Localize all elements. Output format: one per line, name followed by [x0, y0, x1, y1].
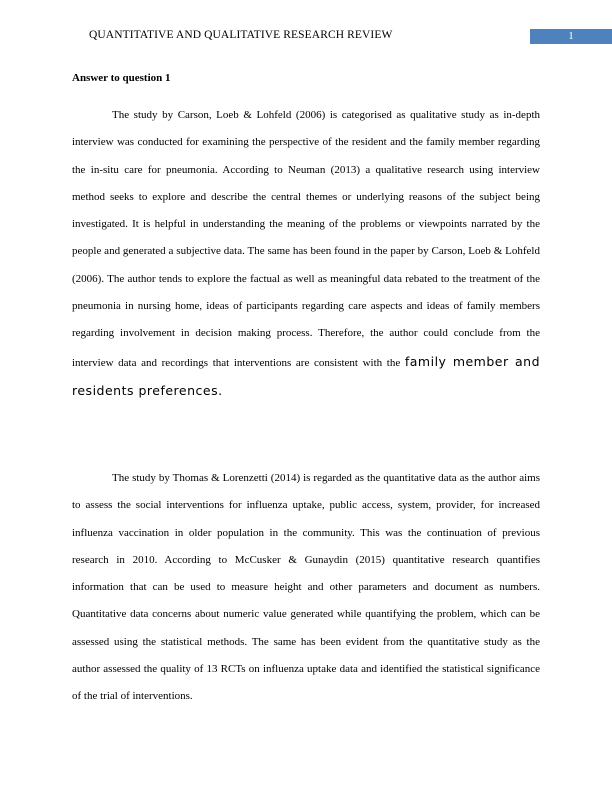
paragraph-1-tail: family member and residents preferences.: [72, 353, 540, 398]
running-header-title: QUANTITATIVE AND QUALITATIVE RESEARCH REVIEW: [89, 29, 393, 41]
paragraph-2: [72, 465, 540, 711]
page-number: 1: [530, 29, 612, 44]
paragraph-2-text: The study by Thomas & Lorenzetti (2014) is regarded as the quantitative data as the author aims to assess the social interventions for influenza uptake, public access, system, provider, for increased influenza vaccination in older population in the community. This was the continuation of previous research in 2010. According to McCusker & Gunaydin (2015) quantitative research quantifies information that can be used to measure height and other parameters and document as numbers. Quantitative data concerns about numeric value generated while quantifying the problem, which can be assessed using the statistical methods. The same has been evident from the quantitative study as the author assessed the quality of 13 RCTs on influenza uptake data and identified the statistical significance of the trial of interventions.: [72, 472, 540, 703]
paragraph-1: [72, 102, 540, 406]
section-heading: Answer to question 1: [72, 72, 171, 84]
paragraph-1-text: The study by Carson, Loeb & Lohfeld (2006) is categorised as qualitative study as in-depth interview was conducted for examining the perspective of the resident and the family member regarding the in-situ care for pneumonia. According to Neuman (2013) a qualitative research using interview method seeks to explore and describe the central themes or underlying reasons of the subject being investigated. It is helpful in understanding the meaning of the problems or viewpoints narrated by the people and generated a subjective data. The same has been found in the paper by Carson, Loeb & Lohfeld (2006). The author tends to explore the factual as well as meaningful data rebated to the treatment of the pneumonia in nursing home, ideas of participants regarding care aspects and ideas of family members regarding involvement in decision making process. Therefore, the author could conclude from the interview data and recordings that interventions are consistent with the: [72, 109, 540, 369]
